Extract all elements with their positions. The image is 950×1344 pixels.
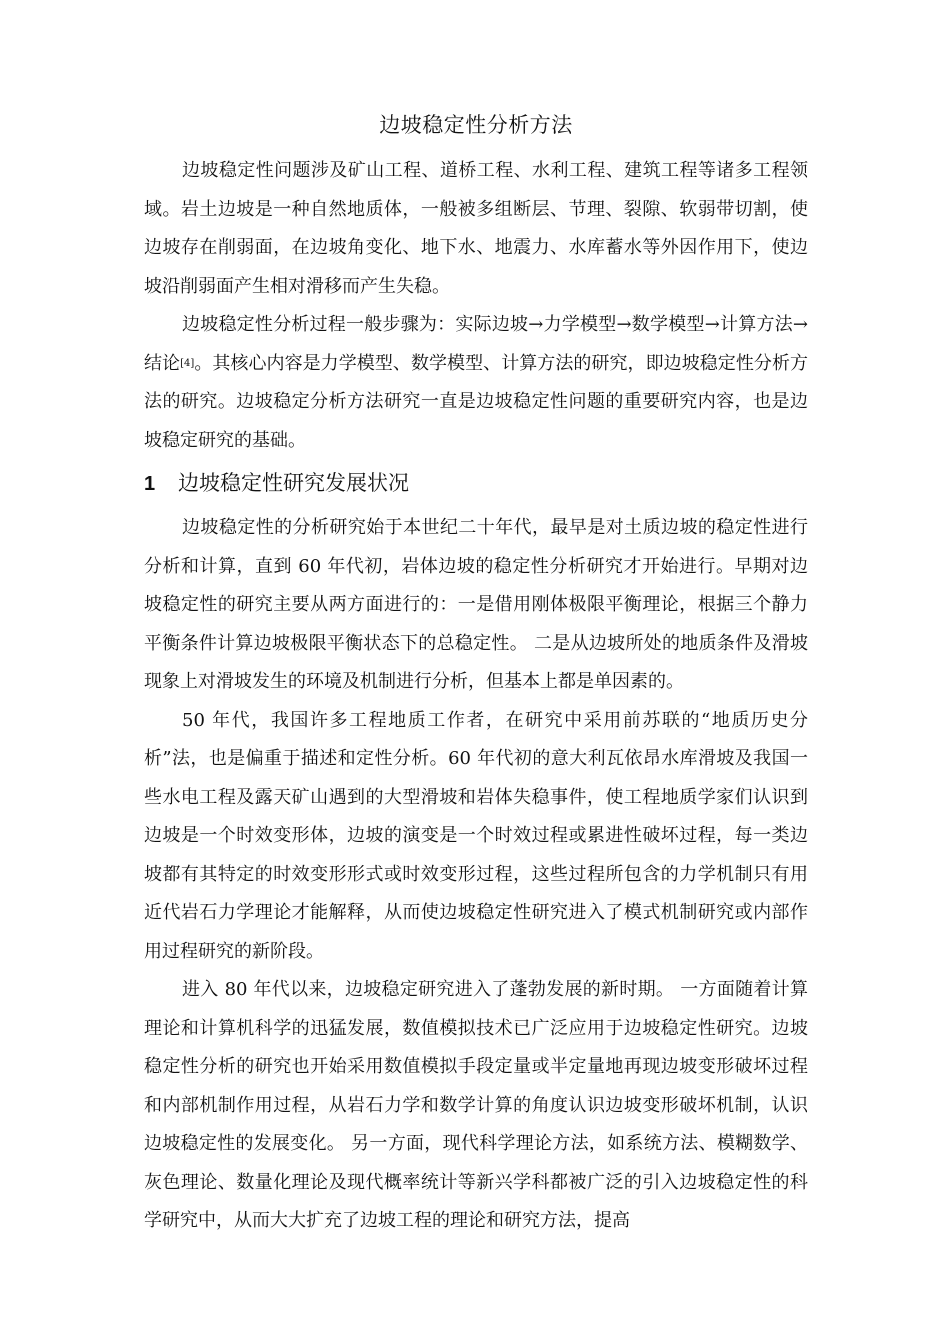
section-1-title: 边坡稳定性研究发展状况 [178,471,409,495]
intro-paragraph-2-part-1: 边坡稳定性分析过程一般步骤为：实际边坡→力学模型→数学模型→计算方法→结论 [144,314,808,374]
section-1-paragraph-1: 边坡稳定性的分析研究始于本世纪二十年代，最早是对土质边坡的稳定性进行分析和计算，直到 60 年代初，岩体边坡的稳定性分析研究才开始进行。早期对边坡稳定性的研究主要从两方面进行的：一是借用刚体极限平衡理论，根据三个静力平衡条件计算边坡极限平衡状态下的总稳定性。 二是从边坡所处的地质条件及滑坡现象上对滑坡发生的环境及机制进行分析，但基本上都是单因素的。 [144,517,808,692]
section-1-paragraph-2: 50 年代，我国许多工程地质工作者，在研究中采用前苏联的“地质历史分析”法，也是偏重于描述和定性分析。60 年代初的意大利瓦依昂水库滑坡及我国一些水电工程及露天矿山遇到的大型滑坡和岩体失稳事件，使工程地质学家们认识到边坡是一个时效变形体，边坡的演变是一个时效过程或累进性破坏过程，每一类边坡都有其特定的时效变形形式或时效变形过程，这些过程所包含的力学机制只有用近代岩石力学理论才能解释，从而使边坡稳定性研究进入了模式机制研究或内部作用过程研究的新阶段。 [144,709,808,962]
section-1-paragraph-3: 进入 80 年代以来，边坡稳定研究进入了蓬勃发展的新时期。 一方面随着计算理论和计算机科学的迅猛发展，数值模拟技术已广泛应用于边坡稳定性研究。边坡稳定性分析的研究也开始采用数值模拟手段定量或半定量地再现边坡变形破坏过程和内部机制作用过程，从岩石力学和数学计算的角度认识边坡变形破坏机制，认识边坡稳定性的发展变化。 另一方面，现代科学理论方法，如系统方法、模糊数学、灰色理论、数量化理论及现代概率统计等新兴学科都被广泛的引入边坡稳定性的科学研究中，从而大大扩充了边坡工程的理论和研究方法，提高 [144,979,808,1231]
intro-paragraph-2 [144,306,808,460]
citation-marker: [4] [180,357,195,369]
intro-paragraph-1: 边坡稳定性问题涉及矿山工程、道桥工程、水利工程、建筑工程等诸多工程领域。岩土边坡是一种自然地质体，一般被多组断层、节理、裂隙、软弱带切割，使边坡存在削弱面，在边坡角变化、地下水、地震力、水库蓄水等外因作用下，使边坡沿削弱面产生相对滑移而产生失稳。 [144,160,808,297]
section-1-heading [144,466,808,501]
intro-paragraph-2-part-2: 。其核心内容是力学模型、数学模型、计算方法的研究，即边坡稳定性分析方法的研究。边坡稳定分析方法研究一直是边坡稳定性问题的重要研究内容，也是边坡稳定研究的基础。 [144,352,809,451]
document-page [144,110,808,1241]
section-1-number: 1 [144,473,156,495]
document-title: 边坡稳定性分析方法 [379,113,573,137]
